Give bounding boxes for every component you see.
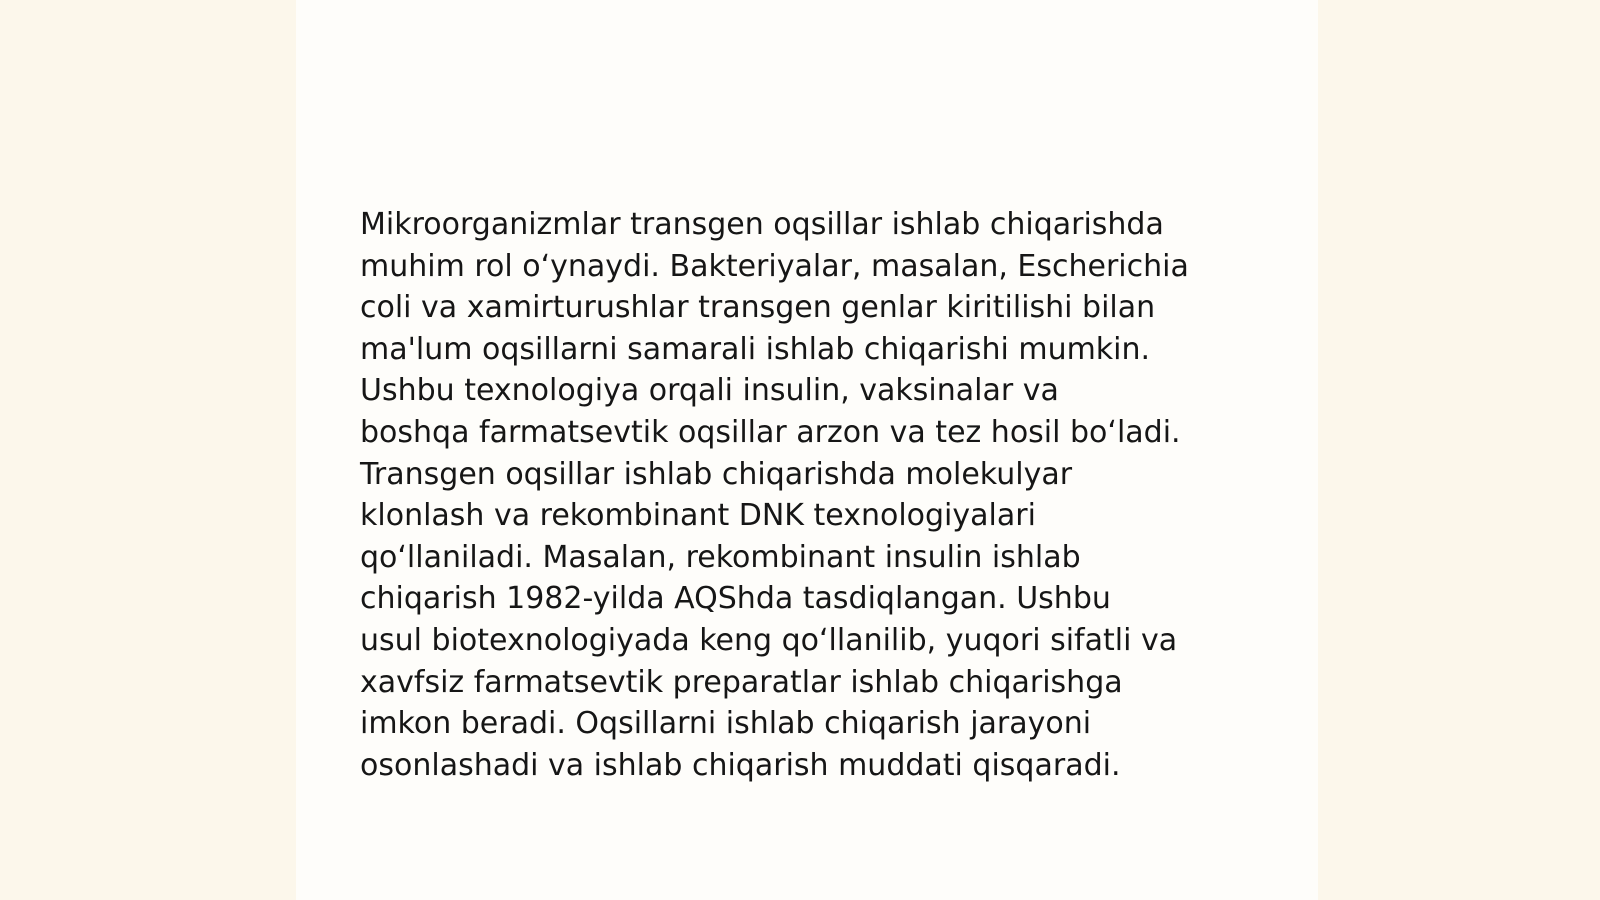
- paragraph-line: coli va xamirturushlar transgen genlar kiritilishi bilan: [360, 290, 1156, 326]
- paragraph-line: klonlash va rekombinant DNK texnologiyalari: [360, 498, 1036, 534]
- paragraph-line: imkon beradi. Oqsillarni ishlab chiqarish jarayoni: [360, 706, 1092, 742]
- paragraph-line: Transgen oqsillar ishlab chiqarishda molekulyar: [360, 456, 1073, 492]
- paragraph-line: ma'lum oqsillarni samarali ishlab chiqarishi mumkin.: [360, 331, 1151, 367]
- paragraph-line: osonlashadi va ishlab chiqarish muddati qisqaradi.: [360, 747, 1121, 783]
- paragraph-line: xavfsiz farmatsevtik preparatlar ishlab chiqarishga: [360, 664, 1123, 700]
- paragraph-line: Ushbu texnologiya orqali insulin, vaksinalar va: [360, 373, 1059, 409]
- paragraph-line: chiqarish 1982-yilda AQShda tasdiqlangan. Ushbu: [360, 581, 1111, 617]
- paragraph-line: qo‘llaniladi. Masalan, rekombinant insulin ishlab: [360, 539, 1081, 575]
- paragraph-line: muhim rol o‘ynaydi. Bakteriyalar, masalan, Escherichia: [360, 248, 1189, 284]
- body-paragraph: [360, 204, 1260, 786]
- paragraph-line: Mikroorganizmlar transgen oqsillar ishlab chiqarishda: [360, 207, 1164, 242]
- paragraph-line: boshqa farmatsevtik oqsillar arzon va tez hosil bo‘ladi.: [360, 414, 1181, 450]
- slide-page: [296, 0, 1318, 900]
- paragraph-line: usul biotexnologiyada keng qo‘llanilib, yuqori sifatli va: [360, 622, 1178, 658]
